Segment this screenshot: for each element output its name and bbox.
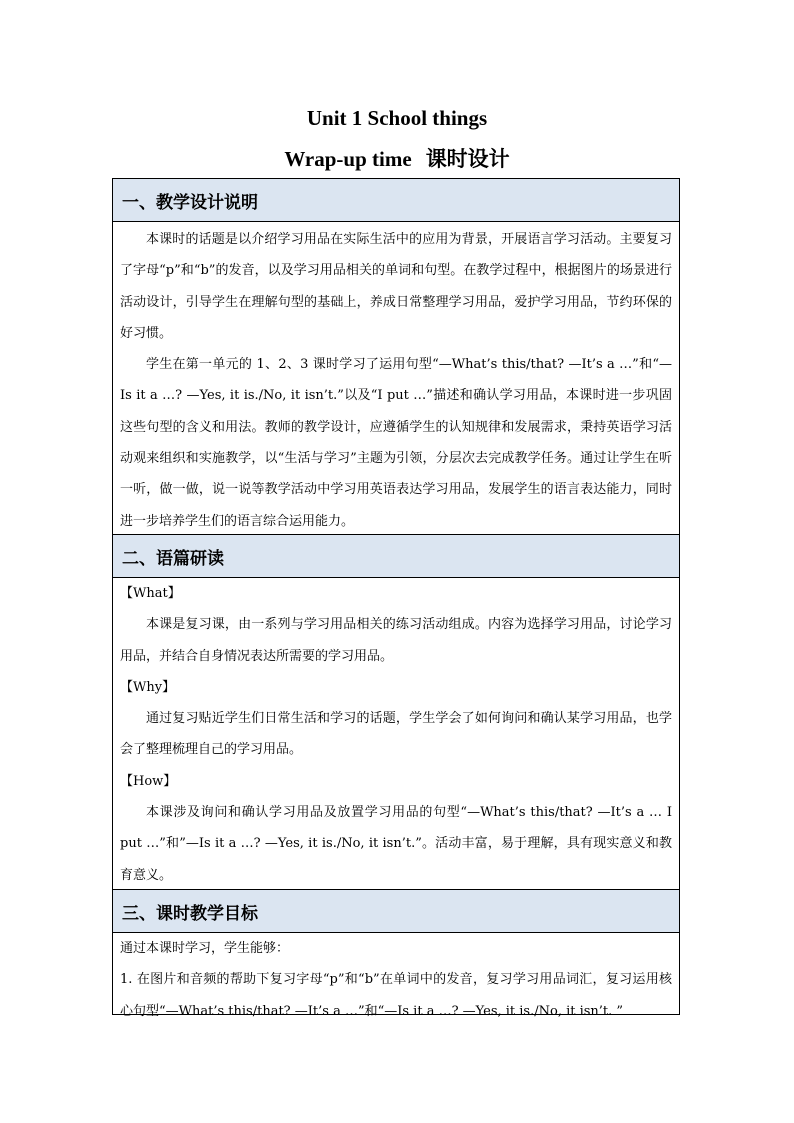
design-notes-paragraph-1: 本课时的话题是以介绍学习用品在实际生活中的应用为背景，开展语言学习活动。主要复习了字母“p”和“b”的发音，以及学习用品相关的单词和句型。在教学过程中，根据图片的场景进行活动设计，引导学生在理解句型的基础上，养成日常整理学习用品，爱护学习用品，节约环保的好习惯。 xyxy=(120,232,672,341)
what-label: 【What】 xyxy=(120,586,181,601)
section-body-design-notes xyxy=(113,224,679,537)
subtitle-english: Wrap-up time xyxy=(284,147,412,171)
why-label: 【Why】 xyxy=(120,679,176,695)
why-paragraph: 通过复习贴近学生们日常生活和学习的话题，学生学会了如何询问和确认某学习用品，也学会了整理梳理自己的学习用品。 xyxy=(120,711,672,758)
how-label: 【How】 xyxy=(120,773,177,789)
how-paragraph: 本课涉及询问和确认学习用品及放置学习用品的句型“—What’s this/that? —It’s a … I put …”和”—Is it a …? —Yes, it is./No, it isn’t.”。活动丰富，易于理解，具有现实意义和教育意义。 xyxy=(120,805,672,883)
subtitle-chinese: 课时设计 xyxy=(425,146,510,171)
document-subtitle xyxy=(0,145,794,173)
design-notes-paragraph-2: 学生在第一单元的 1、2、3 课时学习了运用句型“—What’s this/that? —It’s a …”和“—Is it a …? —Yes, it is./No, it isn’t.”以及“I put …”描述和确认学习用品，本课时进一步巩固这些句型的含义和用法。教师的教学设计，应遵循学生的认知规律和发展需求，秉持英语学习活动观来组织和实施教学，以“生活与学习”主题为引领，分层次去完成教学任务。通过让学生在听一听，做一做，说一说等教学活动中学习用英语表达学习用品，发展学生的语言表达能力，同时进一步培养学生们的语言综合运用能力。 xyxy=(120,357,672,529)
document-title: Unit 1 School things xyxy=(306,106,488,130)
lesson-design-table xyxy=(112,178,680,1019)
goals-intro: 通过本课时学习，学生能够： xyxy=(120,941,290,956)
section-heading-text-analysis: 二、语篇研读 xyxy=(113,534,679,578)
section-body-text-analysis xyxy=(113,578,679,891)
section-body-teaching-goals xyxy=(113,933,679,1027)
what-paragraph: 本课是复习课，由一系列与学习用品相关的练习活动组成。内容为选择学习用品，讨论学习用品，并结合自身情况表达所需要的学习用品。 xyxy=(120,617,672,664)
section-heading-design-notes: 一、教学设计说明 xyxy=(113,179,679,222)
section-heading-teaching-goals: 三、课时教学目标 xyxy=(113,889,679,933)
goals-item-1: 1. 在图片和音频的帮助下复习字母“p”和“b”在单词中的发音，复习学习用品词汇，复习运用核心句型“—What’s this/that? —It’s a …”和“—Is it a …? —Yes, it is./No, it isn’t. ” xyxy=(120,972,672,1019)
